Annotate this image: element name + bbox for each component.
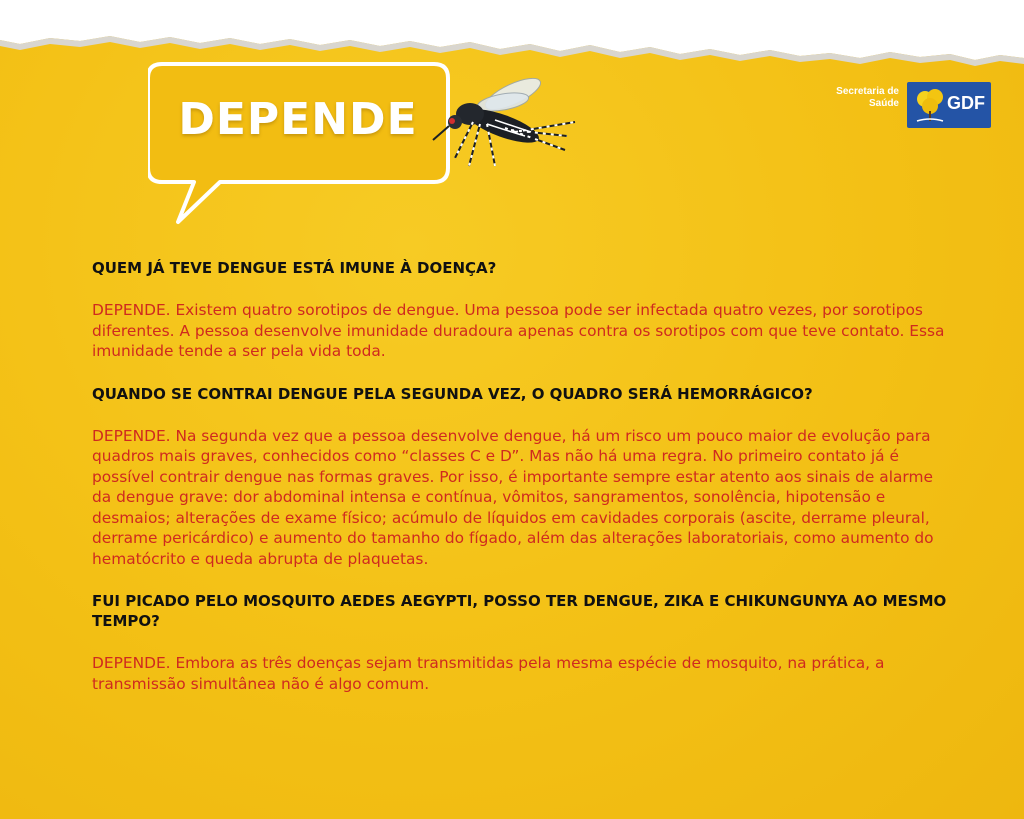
- gdf-badge: [907, 82, 991, 128]
- badge-title: DEPENDE: [178, 94, 418, 145]
- ipe-tree-icon: [911, 85, 951, 125]
- torn-paper-edge: [0, 0, 1024, 70]
- faq-answer-3: DEPENDE. Embora as três doenças sejam transmitidas pela mesma espécie de mosquito, na prática, a transmissão simultânea não é algo comum.: [92, 654, 885, 693]
- faq-answer-1: DEPENDE. Existem quatro sorotipos de dengue. Uma pessoa pode ser infectada quatro vezes, por sorotipos diferentes. A pessoa desenvolve imunidade duradoura apenas contra os sorotipos com que teve contato. Essa imunidade tende a ser pela vida toda.: [92, 301, 945, 360]
- secretaria-label: Secretaria de Saúde: [836, 86, 899, 109]
- faq-content: [92, 258, 952, 694]
- gdf-label: GDF: [947, 93, 985, 113]
- gdf-logo: [835, 82, 995, 130]
- speech-bubble: [148, 62, 458, 227]
- mosquito-icon: [425, 66, 585, 176]
- faq-question-1: QUEM JÁ TEVE DENGUE ESTÁ IMUNE À DOENÇA?: [92, 259, 497, 277]
- faq-question-3: FUI PICADO PELO MOSQUITO AEDES AEGYPTI, POSSO TER DENGUE, ZIKA E CHIKUNGUNYA AO MESMO TEMPO?: [92, 592, 947, 630]
- faq-question-2: QUANDO SE CONTRAI DENGUE PELA SEGUNDA VEZ, O QUADRO SERÁ HEMORRÁGICO?: [92, 384, 813, 403]
- faq-answer-2: DEPENDE. Na segunda vez que a pessoa desenvolve dengue, há um risco um pouco maior de evolução para quadros mais graves, conhecidos como “classes C e D”. Mas não há uma regra. No primeiro contato já é possível contrair dengue nas formas graves. Por isso, é importante sempre estar atento aos sinais de alarme da dengue grave: dor abdominal intensa e contínua, vômitos, sangramentos, sonolência, hipotensão e desmaios; alterações de exame físico; acúmulo de líquidos em cavidades corporais (ascite, derrame pleural, derrame pericárdico) e aumento do tamanho do fígado, além das alterações laboratoriais, como aumento do hematócrito e queda abrupta de plaquetas.: [92, 426, 934, 568]
